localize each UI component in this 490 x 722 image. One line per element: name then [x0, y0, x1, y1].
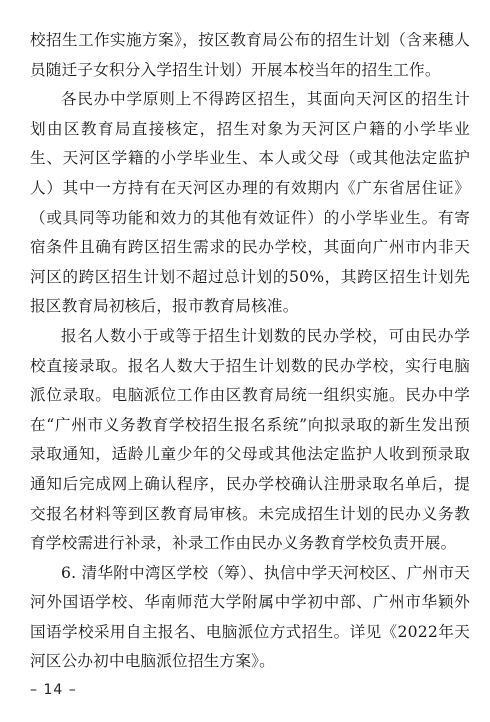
paragraph-item-6: 6. 清华附中湾区学校（筹）、执信中学天河校区、广州市天河外国语学校、华南师范大学附属中学初中部、广州市华颖外国语学校采用自主报名、电脑派位方式招生。详见《2022年天河区公办初中电脑派位招生方案》。 — [30, 563, 470, 671]
page-number: – 14 – — [30, 682, 77, 698]
paragraph-computer-lottery: 报名人数小于或等于招生计划数的民办学校，可由民办学校直接录取。报名人数大于招生计划数的民办学校，实行电脑派位录取。电脑派位工作由区教育局统一组织实施。民办中学在“广州市义务教育学校招生报名系统”向拟录取的新生发出预录取通知，适龄儿童少年的父母或其他法定监护人收到预录取通知后完成网上确认程序，民办学校确认注册录取名单后，提交报名材料等到区教育局审核。未完成招生计划的民办义务教育学校需进行补录，补录工作由民办义务教育学校负责开展。 — [30, 326, 470, 553]
document-body — [30, 26, 470, 677]
paragraph-continuation: 校招生工作实施方案》，按区教育局公布的招生计划（含来穗人员随迁子女积分入学招生计划）开展本校当年的招生工作。 — [30, 31, 470, 79]
paragraph-cross-district-enrollment: 各民办中学原则上不得跨区招生，其面向天河区的招生计划由区教育局直接核定，招生对象为天河区户籍的小学毕业生、天河区学籍的小学毕业生、本人或父母（或其他法定监护人）其中一方持有在天河区办理的有效期内《广东省居住证》（或具同等功能和效力的其他有效证件）的小学毕业生。有寄宿条件且确有跨区招生需求的民办学校，其面向广州市内非天河区的跨区招生计划不超过总计划的50%，其跨区招生计划先报区教育局初核后，报市教育局核准。 — [30, 90, 470, 316]
